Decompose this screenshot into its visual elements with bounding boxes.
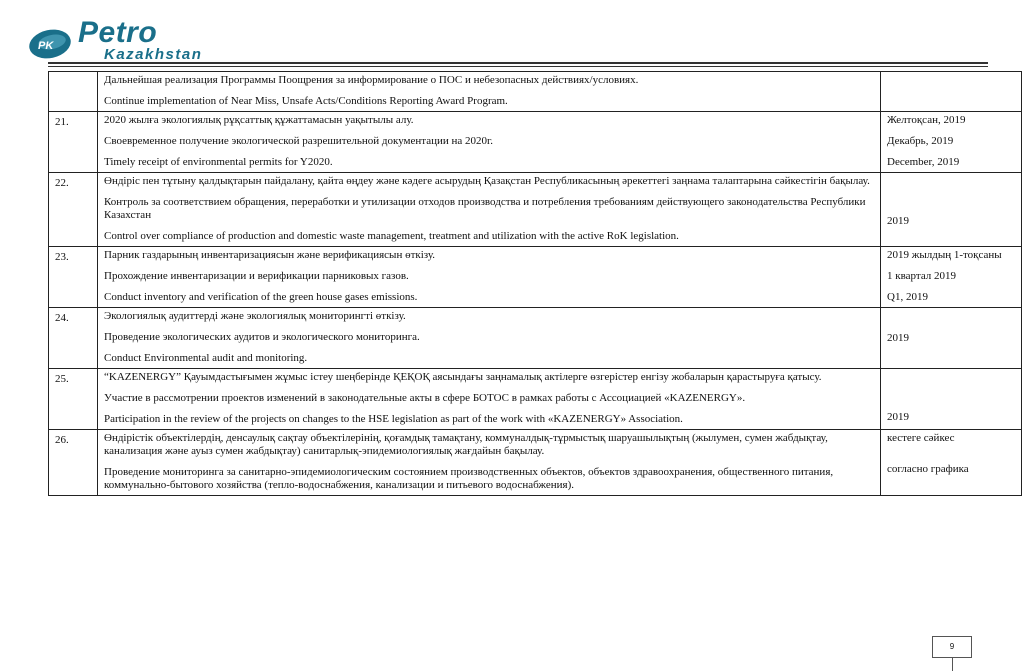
description-line: Өндірістік объектілердің, денсаулық сақтау объектілерінің, қоғамдық тамақтану, коммуналдық-тұрмыстық шаруашылықтың (жылумен, сумен жабдықтау, канализация және ауыз сумен жабдықтау) санитарлық-эпидемиологиялық жағдайын бақылау. xyxy=(104,432,828,457)
description-line: Проведение мониторинга за санитарно-эпидемиологическим состоянием производственных объектов, объектов здравоохранения, общественного питания, коммунально-бытового хозяйства (тепло-водоснабжения, канализации и питьевого водоснабжения). xyxy=(104,466,834,491)
logo-emblem-icon xyxy=(28,24,78,64)
table-row xyxy=(49,430,1022,496)
table-row xyxy=(49,308,1022,369)
description-line: Control over compliance of production and domestic waste management, treatment and utilization with the active RoK legislation. xyxy=(104,230,679,242)
description-line: Своевременное получение экологической разрешительной документации на 2020г. xyxy=(104,135,494,147)
logo-badge-text: PK xyxy=(38,40,54,52)
deadline-line: 2019 жылдың 1-тоқсаны xyxy=(887,249,1002,261)
description-line: 2020 жылға экологиялық рұқсаттық құжаттамасын уақытылы алу. xyxy=(104,114,414,126)
description-line: Парник газдарының инвентаризациясын және верификациясын өткізу. xyxy=(104,249,436,261)
action-plan-table xyxy=(48,71,1022,496)
deadline-line: Декабрь, 2019 xyxy=(887,135,954,147)
action-plan-body xyxy=(49,72,1022,496)
row-number: 21. xyxy=(49,112,98,173)
deadline-line: согласно графика xyxy=(887,463,969,475)
description-line: Экологиялық аудиттерді және экологиялық мониторингті өткізу. xyxy=(104,310,406,322)
company-logo xyxy=(28,16,228,64)
description-line: Continue implementation of Near Miss, Unsafe Acts/Conditions Reporting Award Program. xyxy=(104,95,508,107)
row-description xyxy=(98,247,881,308)
row-description xyxy=(98,369,881,430)
row-description xyxy=(98,430,881,496)
logo-wordmark: Petro xyxy=(78,16,158,49)
row-deadline xyxy=(881,173,1022,247)
description-line: Өндіріс пен тұтыну қалдықтарын пайдалану, қайта өңдеу және кәдеге асырудың Қазақстан Республикасының әрекеттегі заңнама талаптарына сәйкестігін бақылау. xyxy=(104,175,870,187)
description-line: Дальнейшая реализация Программы Поощрения за информирование о ПОС и небезопасных действиях/условиях. xyxy=(104,74,639,86)
deadline-line: 2019 xyxy=(887,411,909,423)
description-line: Conduct Environmental audit and monitoring. xyxy=(104,352,308,364)
description-line: Timely receipt of environmental permits for Y2020. xyxy=(104,156,333,168)
deadline-line: 2019 xyxy=(887,215,909,227)
row-deadline xyxy=(881,247,1022,308)
row-description xyxy=(98,308,881,369)
row-description xyxy=(98,72,881,112)
description-line: Проведение экологических аудитов и экологического мониторинга. xyxy=(104,331,420,343)
deadline-line: Желтоқсан, 2019 xyxy=(887,114,966,126)
description-line: Контроль за соответствием обращения, переработки и утилизации отходов производства и потребления требованиям действующего законодательства Республики Казахстан xyxy=(104,196,866,221)
logo-subtitle: Kazakhstan xyxy=(104,46,203,63)
page-number: 9 xyxy=(932,636,972,658)
table-row xyxy=(49,369,1022,430)
row-number: 26. xyxy=(49,430,98,496)
row-deadline xyxy=(881,369,1022,430)
row-description xyxy=(98,173,881,247)
table-row xyxy=(49,247,1022,308)
description-line: Участие в рассмотрении проектов изменений в законодательные акты в сфере БОТОС в рамках работы с Ассоциацией «KAZENERGY». xyxy=(104,392,746,404)
description-line: Прохождение инвентаризации и верификации парниковых газов. xyxy=(104,270,409,282)
row-number xyxy=(49,72,98,112)
row-number: 22. xyxy=(49,173,98,247)
row-deadline xyxy=(881,72,1022,112)
row-description xyxy=(98,112,881,173)
deadline-line: кестеге сәйкес xyxy=(887,432,955,444)
table-row xyxy=(49,112,1022,173)
page-number-tick xyxy=(952,657,953,671)
description-line: Participation in the review of the projects on changes to the HSE legislation as part of the work with «KAZENERGY» Association. xyxy=(104,413,683,425)
deadline-line: 2019 xyxy=(887,332,909,344)
deadline-line: Q1, 2019 xyxy=(887,291,928,303)
header-rule xyxy=(48,62,988,64)
row-number: 24. xyxy=(49,308,98,369)
deadline-line: 1 квартал 2019 xyxy=(887,270,957,282)
description-line: “KAZENERGY” Қауымдастығымен жұмыс істеу шеңберінде ҚЕҚОҚ аясындағы заңнамалық актілерге өзгерістер енгізу жобаларын қарастыруға қатысу. xyxy=(104,371,822,383)
table-row xyxy=(49,173,1022,247)
row-number: 23. xyxy=(49,247,98,308)
row-deadline xyxy=(881,430,1022,496)
row-deadline xyxy=(881,308,1022,369)
header-rule-thin xyxy=(48,66,988,67)
deadline-line: December, 2019 xyxy=(887,156,960,168)
description-line: Conduct inventory and verification of the green house gases emissions. xyxy=(104,291,418,303)
table-row xyxy=(49,72,1022,112)
row-number: 25. xyxy=(49,369,98,430)
row-deadline xyxy=(881,112,1022,173)
